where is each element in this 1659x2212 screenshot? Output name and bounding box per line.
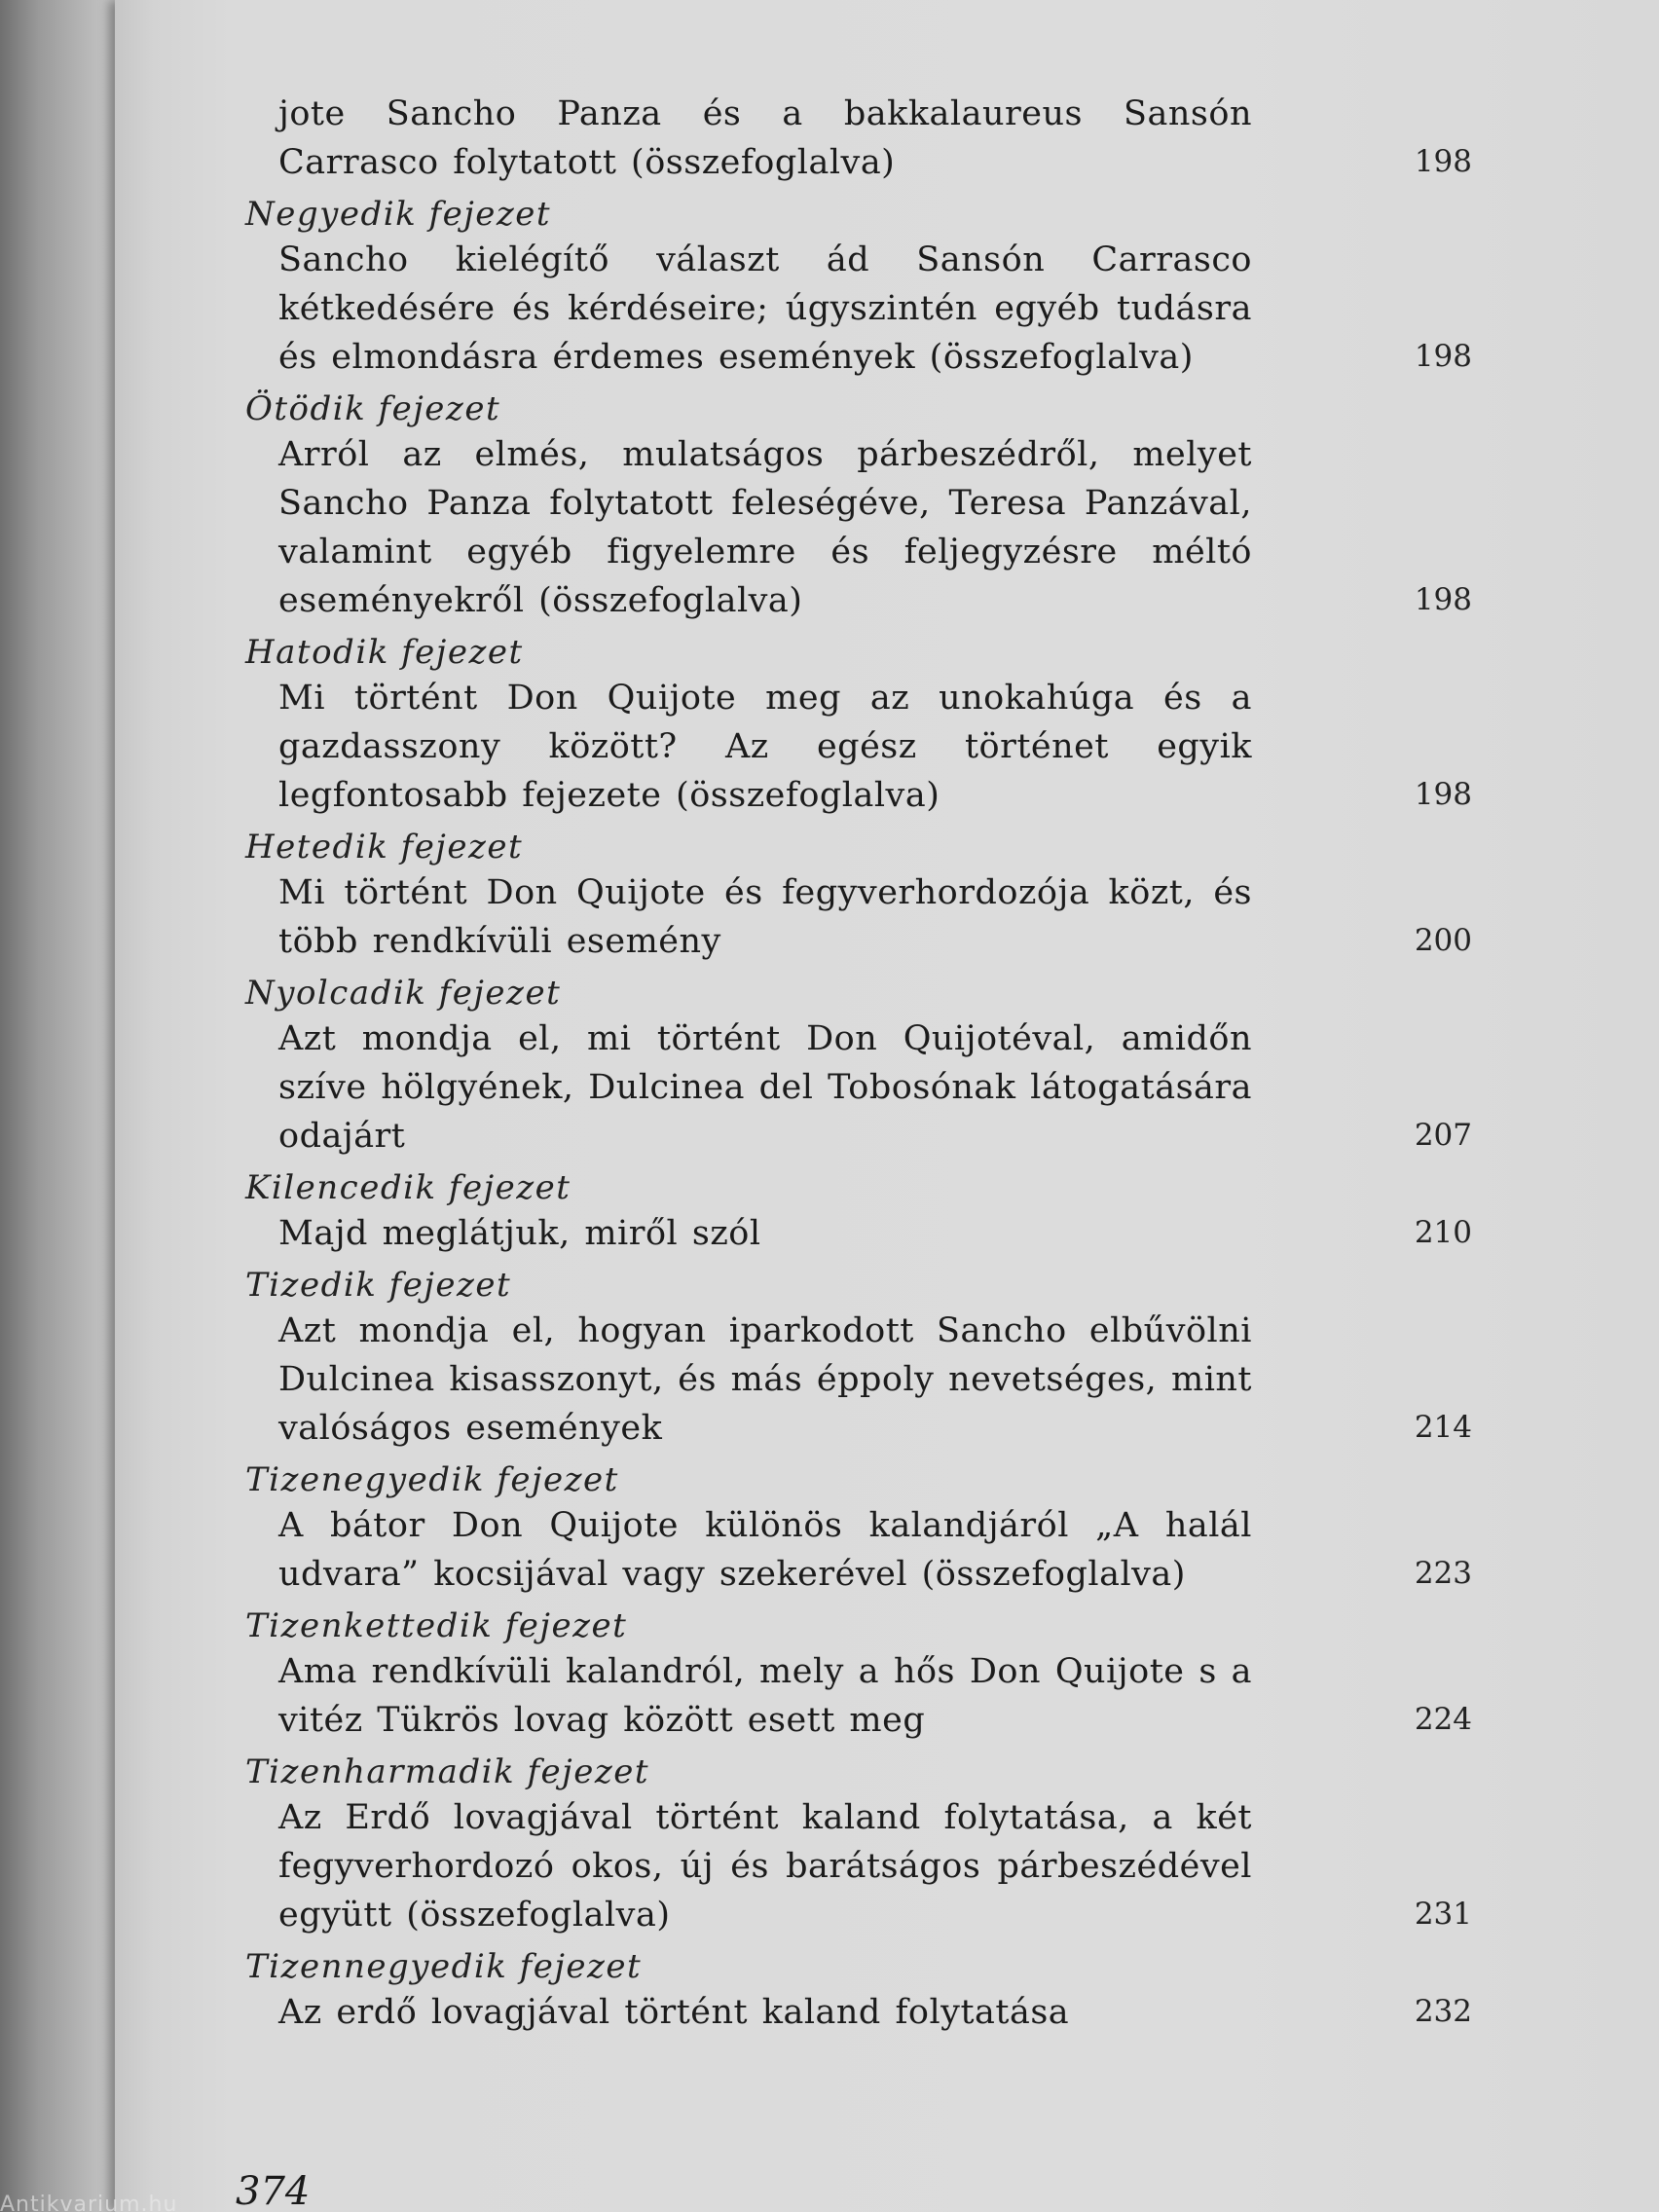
toc-entry-page-number: 198 [1414, 339, 1472, 374]
toc-entry-description: Az erdő lovagjával történt kaland folytatása [278, 1993, 1070, 2032]
toc-entry-page-number: 214 [1414, 1410, 1472, 1445]
toc-entry [245, 1751, 1472, 1939]
toc-entry [245, 90, 1472, 187]
chapter-heading: Tizennegyedik fejezet [245, 1947, 643, 1986]
toc-entry-page-number: 223 [1414, 1556, 1472, 1591]
toc-entry-description: Mi történt Don Quijote meg az unokahúga és a gazdasszony között? Az egész történet egyik legfontosabb fejezete (összefoglalva) [278, 679, 1252, 815]
toc-entry [245, 387, 1472, 625]
toc-entry-page-number: 200 [1414, 923, 1472, 958]
toc-entry-description: Azt mondja el, mi történt Don Quijotéval, amidőn szíve hölgyének, Dulcinea del Tobosónak látogatására odajárt [278, 1019, 1252, 1156]
toc-entry-description: jote Sancho Panza és a bakkalaureus Sansón Carrasco folytatott (összefoglalva) [278, 94, 1252, 182]
chapter-heading: Ötödik fejezet [245, 389, 501, 428]
page-number: 374 [236, 2169, 311, 2212]
chapter-heading: Hetedik fejezet [245, 828, 524, 866]
watermark: Antikvarium.hu [0, 2193, 178, 2212]
toc-entry [245, 1458, 1472, 1599]
toc-entry [245, 631, 1472, 820]
chapter-heading: Kilencedik fejezet [245, 1168, 571, 1207]
toc-entry-description: Azt mondja el, hogyan iparkodott Sancho elbűvölni Dulcinea kisasszonyt, és más éppoly nevetséges, mint valóságos események [278, 1311, 1252, 1448]
toc-entry-page-number: 198 [1414, 777, 1472, 812]
toc-entry [245, 1166, 1472, 1258]
toc-entry [245, 1945, 1472, 2037]
toc-entry [245, 1604, 1472, 1745]
toc-entry-description: Sancho kielégítő választ ád Sansón Carrasco kétkedésére és kérdéseire; úgyszintén egyéb tudásra és elmondásra érdemes események (összefoglalva) [278, 240, 1252, 377]
chapter-heading: Tizenkettedik fejezet [245, 1606, 628, 1645]
toc-entry-description: Arról az elmés, mulatságos párbeszédről, melyet Sancho Panza folytatott feleségéve, Teresa Panzával, valamint egyéb figyelemre és feljegyzésre méltó eseményekről (összefoglalva) [278, 435, 1252, 620]
chapter-heading: Tizenegyedik fejezet [245, 1460, 619, 1499]
toc-entry-description: Ama rendkívüli kalandról, mely a hős Don Quijote s a vitéz Tükrös lovag között esett meg [278, 1652, 1252, 1740]
chapter-heading: Nyolcadik fejezet [245, 974, 562, 1013]
toc-entry-page-number: 207 [1414, 1118, 1472, 1153]
toc-entry-description: Az Erdő lovagjával történt kaland folytatása, a két fegyverhordozó okos, új és barátságos párbeszédével együtt (összefoglalva) [278, 1798, 1252, 1935]
toc-entry [245, 972, 1472, 1161]
toc-entry [245, 1264, 1472, 1453]
toc-entry-page-number: 198 [1414, 144, 1472, 179]
toc-entry-page-number: 224 [1414, 1702, 1472, 1737]
chapter-heading: Hatodik fejezet [245, 633, 524, 672]
chapter-heading: Tizenharmadik fejezet [245, 1752, 650, 1791]
chapter-heading: Tizedik fejezet [245, 1266, 512, 1305]
toc-entry-page-number: 198 [1414, 582, 1472, 617]
table-of-contents [245, 90, 1472, 2037]
toc-entry-page-number: 210 [1414, 1215, 1472, 1250]
chapter-heading: Negyedik fejezet [245, 195, 552, 234]
toc-entry-description: Majd meglátjuk, miről szól [278, 1214, 761, 1253]
toc-entry [245, 826, 1472, 966]
toc-entry [245, 193, 1472, 382]
toc-entry-description: A bátor Don Quijote különös kalandjáról „A halál udvara” kocsijával vagy szekerével (összefoglalva) [278, 1506, 1252, 1594]
toc-entry-description: Mi történt Don Quijote és fegyverhordozója közt, és több rendkívüli esemény [278, 873, 1252, 961]
toc-entry-page-number: 232 [1414, 1994, 1472, 2029]
toc-entry-page-number: 231 [1414, 1897, 1472, 1932]
